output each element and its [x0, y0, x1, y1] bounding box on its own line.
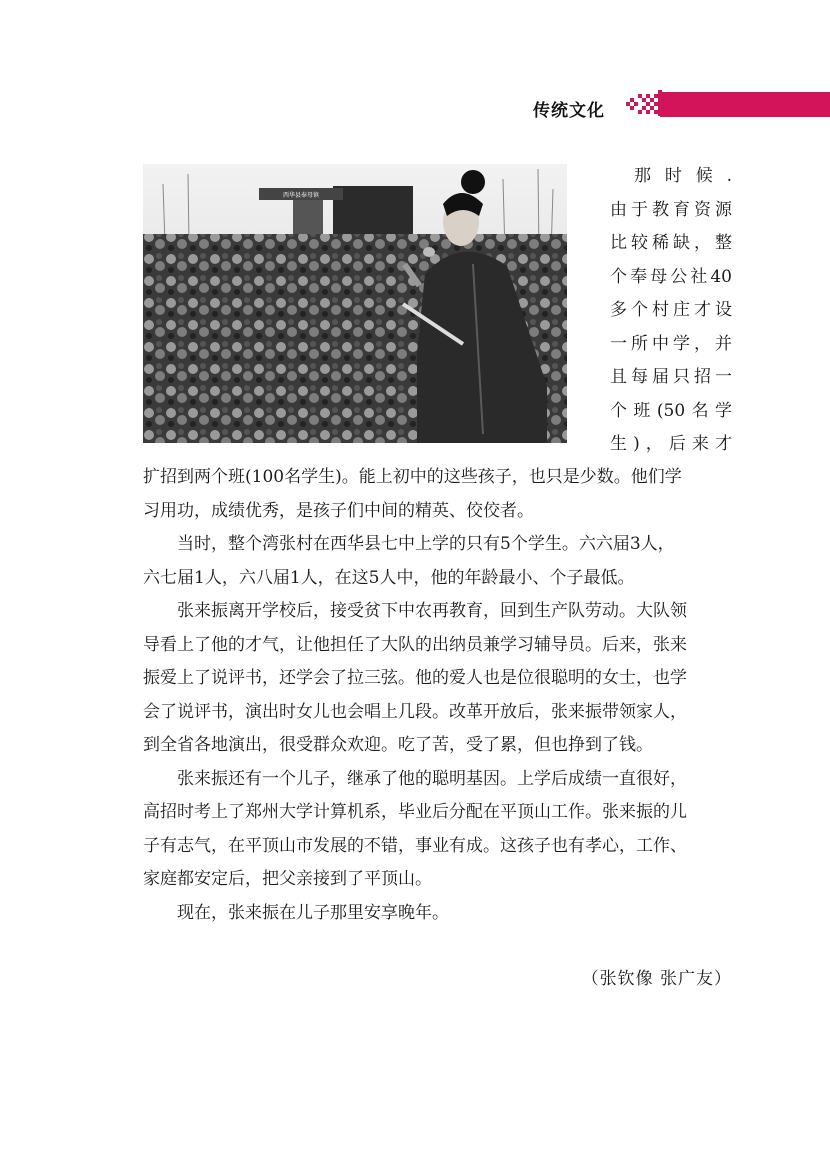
side-line: 一所中学，并 — [610, 333, 732, 354]
side-line: 个班(50名学 — [610, 400, 732, 421]
body-line: 现在，张来振在儿子那里安享晚年。 — [177, 902, 449, 923]
body-line: 家庭都安定后，把父亲接到了平顶山。 — [143, 869, 432, 889]
body-line: 振爱上了说评书，还学会了拉三弦。他的爱人也是位很聪明的女士，也学 — [143, 668, 687, 688]
body-line: 导看上了他的才气，让他担任了大队的出纳员兼学习辅导员。后来，张来 — [143, 634, 687, 655]
body-line: 高招时考上了郑州大学计算机系，毕业后分配在平顶山工作。张来振的儿 — [143, 802, 687, 822]
body-line: 会了说评书，演出时女儿也会唱上几段。改革开放后，张来振带领家人， — [143, 701, 687, 722]
side-line: 那 时 候 . — [634, 166, 732, 186]
side-line: 且每届只招一 — [610, 367, 732, 387]
stage-banner: 西华县奉母镇 — [282, 192, 320, 199]
body-line: 扩招到两个班(100名学生)。能上初中的这些孩子，也只是少数。他们学 — [143, 467, 682, 487]
performance-photo — [143, 164, 567, 443]
body-line: 习用功，成绩优秀，是孩子们中间的精英、佼佼者。 — [143, 500, 534, 521]
author-credit: （张钦像 张广友） — [581, 969, 732, 989]
side-line: 由于教育资源 — [610, 199, 732, 220]
side-line: 生)，后来才 — [610, 434, 732, 454]
article-body — [143, 461, 735, 930]
side-line: 个奉母公社40 — [610, 266, 732, 287]
side-line: 比较稀缺，整 — [610, 233, 732, 253]
header-accent-bar — [660, 92, 830, 117]
body-line: 六七届1人，六八届1人，在这5人中，他的年龄最小、个子最低。 — [143, 567, 635, 588]
body-line: 子有志气，在平顶山市发展的不错，事业有成。这孩子也有孝心，工作、 — [143, 835, 687, 856]
body-line: 张来振还有一个儿子，继承了他的聪明基因。上学后成绩一直很好， — [177, 768, 687, 789]
section-title: 传统文化 — [533, 101, 605, 121]
body-line: 当时，整个湾张村在西华县七中上学的只有5个学生。六六届3人， — [177, 534, 675, 554]
checker-pattern-decoration — [622, 90, 662, 122]
body-line: 张来振离开学校后，接受贫下中农再教育，回到生产队劳动。大队领 — [177, 601, 687, 621]
side-text-column — [610, 160, 732, 462]
body-line: 到全省各地演出，很受群众欢迎。吃了苦，受了累，但也挣到了钱。 — [143, 735, 653, 755]
side-line: 多个村庄才设 — [610, 300, 732, 320]
